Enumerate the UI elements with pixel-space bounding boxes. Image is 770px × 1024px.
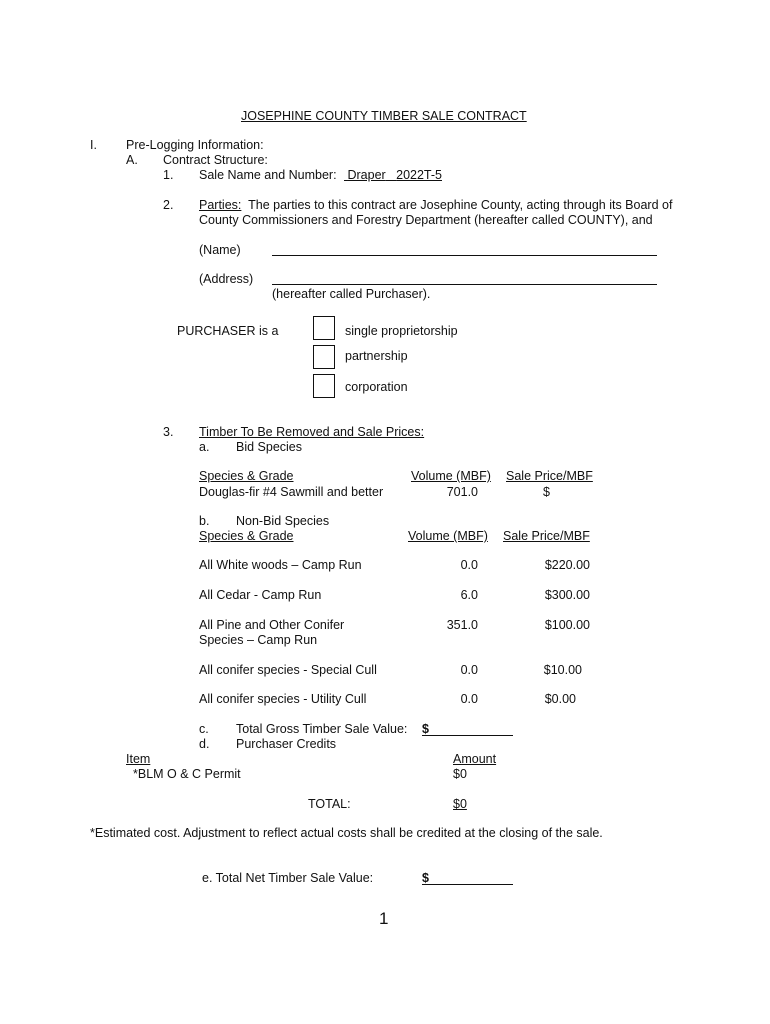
total-gross-label: Total Gross Timber Sale Value: [236,722,408,736]
nonbid-letter: b. [199,514,210,528]
nonbid-row-volume: 0.0 [460,663,478,677]
credits-item-header: Item [126,752,151,766]
subsection-label: Contract Structure: [163,153,268,167]
item3-number: 3. [163,425,174,439]
nonbid-row-species: All conifer species - Special Cull [199,663,377,677]
address-field-line[interactable] [272,284,657,285]
item1-number: 1. [163,168,174,182]
page-number: 1 [379,909,389,928]
section-number: I. [90,138,97,152]
nonbid-row-price: $300.00 [544,588,590,602]
bid-row-price: $ [543,485,550,499]
parties-sentence: The parties to this contract are Josephine County, acting through its Board of [248,198,673,212]
total-gross-field-line[interactable] [422,735,513,736]
credits-letter: d. [199,737,210,751]
sale-name-label: Sale Name and Number: [199,168,337,182]
option-single-proprietorship: single proprietorship [345,324,458,338]
nonbid-row-species: All Cedar - Camp Run [199,588,322,602]
credits-amount-header: Amount [453,752,497,766]
sale-number: 2022T-5 [396,168,442,182]
single-proprietorship-checkbox[interactable] [313,316,335,340]
name-field-line[interactable] [272,255,657,256]
credits-total-value: $0 [453,797,467,811]
bid-header-price: Sale Price/MBF [506,469,593,483]
hereafter-purchaser: (hereafter called Purchaser). [272,287,431,301]
bid-row-volume: 701.0 [446,485,478,499]
parties-label: Parties: [199,198,242,212]
parties-text-line1 [199,198,672,213]
nonbid-species-label: Non-Bid Species [236,514,330,528]
nonbid-row-volume: 6.0 [460,588,478,602]
nonbid-row-species: All White woods – Camp Run [199,558,362,572]
estimated-cost-footnote: *Estimated cost. Adjustment to reflect actual costs shall be credited at the closing of the sale. [90,826,603,840]
total-gross-letter: c. [199,722,209,736]
address-label: (Address) [199,272,254,286]
nonbid-header-species: Species & Grade [199,529,294,543]
nonbid-row-volume: 0.0 [460,692,478,706]
credits-row-amount: $0 [453,767,467,781]
nonbid-row-species: All conifer species - Utility Cull [199,692,367,706]
corporation-checkbox[interactable] [313,374,335,398]
nonbid-header-price: Sale Price/MBF [503,529,590,543]
nonbid-row-price: $10.00 [543,663,582,677]
item2-number: 2. [163,198,174,212]
timber-heading: Timber To Be Removed and Sale Prices: [199,425,425,439]
bid-header-volume: Volume (MBF) [411,469,491,483]
net-value-field-line[interactable] [422,884,513,885]
option-partnership: partnership [345,349,408,363]
page-title: JOSEPHINE COUNTY TIMBER SALE CONTRACT [241,109,527,123]
net-value-currency: $ [422,871,429,885]
bid-letter: a. [199,440,210,454]
nonbid-row-species: All Pine and Other Conifer [199,618,345,632]
nonbid-row-price: $0.00 [544,692,576,706]
parties-text-line2: County Commissioners and Forestry Department (hereafter called COUNTY), and [199,213,653,227]
bid-row-species: Douglas-fir #4 Sawmill and better [199,485,384,499]
bid-species-label: Bid Species [236,440,303,454]
nonbid-row-price: $220.00 [544,558,590,572]
sale-name-value [344,168,442,183]
credits-total-label: TOTAL: [308,797,351,811]
credits-label: Purchaser Credits [236,737,337,751]
credits-row-item: *BLM O & C Permit [133,767,241,781]
nonbid-row-volume: 351.0 [446,618,478,632]
nonbid-row-species-cont: Species – Camp Run [199,633,318,647]
nonbid-header-volume: Volume (MBF) [408,529,488,543]
sale-name: Draper [347,168,386,182]
section-label: Pre-Logging Information: [126,138,264,152]
subsection-letter: A. [126,153,138,167]
total-gross-currency: $ [422,722,429,736]
nonbid-row-volume: 0.0 [460,558,478,572]
net-value-label: e. Total Net Timber Sale Value: [202,871,374,885]
nonbid-row-price: $100.00 [544,618,590,632]
option-corporation: corporation [345,380,408,394]
bid-header-species: Species & Grade [199,469,294,483]
partnership-checkbox[interactable] [313,345,335,369]
name-label: (Name) [199,243,241,257]
purchaser-type-label: PURCHASER is a [177,324,279,338]
